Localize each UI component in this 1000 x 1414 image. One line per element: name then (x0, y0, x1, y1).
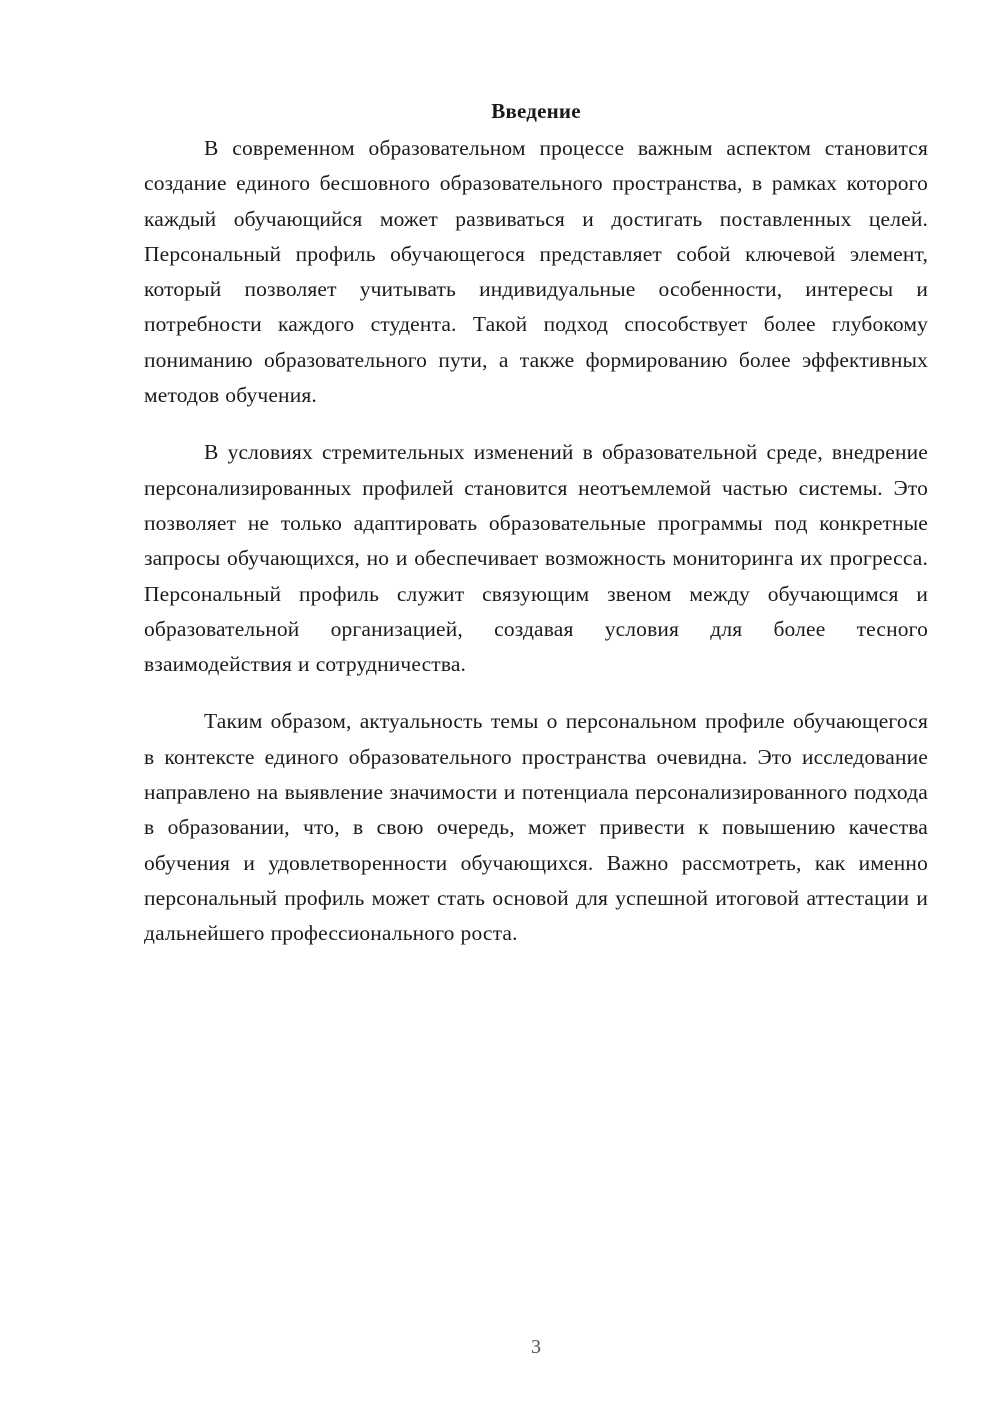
section-heading: Введение (491, 99, 581, 123)
paragraph-2: В условиях стремительных изменений в образовательной среде, внедрение персонализированных профилей становится неотъемлемой частью системы. Это позволяет не только адаптировать образовательные программы под конкретные запросы обучающихся, но и обеспечивает возможность мониторинга их прогресса. Персональный профиль служит связующим звеном между обучающимся и образовательной организацией, создавая условия для более тесного взаимодействия и сотрудничества. (144, 440, 928, 677)
page-content (144, 95, 928, 974)
page-number: 3 (531, 1336, 541, 1358)
paragraph-1: В современном образовательном процессе важным аспектом становится создание единого бесшовного образовательного пространства, в рамках которого каждый обучающийся может развиваться и достигать поставленных целей. Персональный профиль обучающегося представляет собой ключевой элемент, который позволяет учитывать индивидуальные особенности, интересы и потребности каждого студента. Такой подход способствует более глубокому пониманию образовательного пути, а также формированию более эффективных методов обучения. (144, 136, 928, 408)
paragraph-3: Таким образом, актуальность темы о персональном профиле обучающегося в контексте единого образовательного пространства очевидна. Это исследование направлено на выявление значимости и потенциала персонализированного подхода в образовании, что, в свою очередь, может привести к повышению качества обучения и удовлетворенности обучающихся. Важно рассмотреть, как именно персональный профиль может стать основой для успешной итоговой аттестации и дальнейшего профессионального роста. (144, 709, 928, 946)
